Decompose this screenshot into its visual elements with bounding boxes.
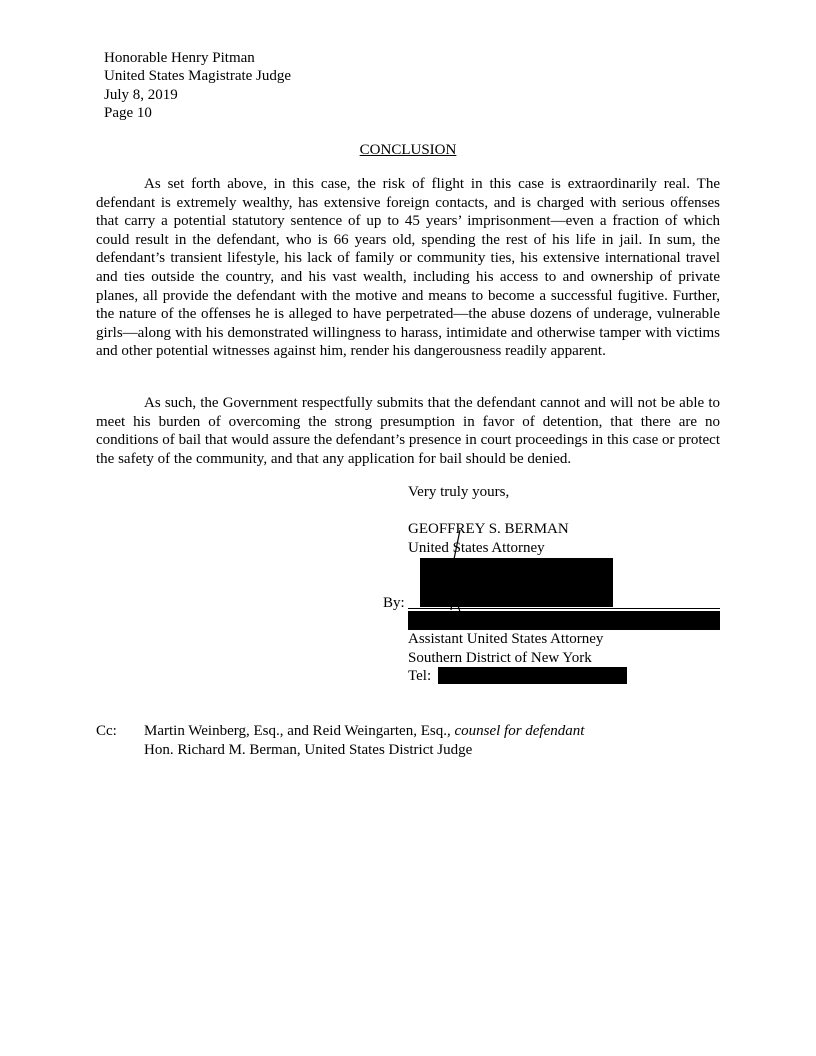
letter-header (104, 49, 291, 123)
signer-title: United States Attorney (408, 540, 545, 556)
telephone-redaction (438, 667, 627, 684)
name-redaction (408, 611, 720, 630)
signer-name: GEOFFREY S. BERMAN (408, 521, 569, 537)
signer-block (408, 520, 569, 558)
cc-list (144, 722, 584, 761)
signature-line (408, 608, 720, 609)
signature-redaction (420, 558, 613, 607)
cc-recipient-1-names: Martin Weinberg, Esq., and Reid Weingarten, Esq., (144, 723, 455, 739)
signer-role: Assistant United States Attorney (408, 631, 604, 647)
by-label: By: (383, 595, 405, 611)
cc-recipient-1 (144, 722, 584, 741)
recipient-name: Honorable Henry Pitman (104, 50, 255, 66)
recipient-title: United States Magistrate Judge (104, 68, 292, 85)
tel-label: Tel: (408, 668, 432, 685)
cc-label: Cc: (96, 723, 117, 739)
closing-salutation: Very truly yours, (408, 484, 510, 500)
conclusion-paragraph-2: As such, the Government respectfully submits that the defendant cannot and will not be able to meet his burden of overcoming the strong presumption in favor of detention, that there are no conditions of bail that would assure the defendant’s presence in court proceedings in this case or protect the safety of the community, and that any application for bail should be denied. (96, 395, 720, 467)
letter-date: July 8, 2019 (104, 86, 178, 103)
signer-office: Southern District of New York (408, 649, 592, 666)
conclusion-paragraph-1: As set forth above, in this case, the risk of flight in this case is extraordinarily real. The defendant is extremely wealthy, has extensive foreign contacts, and is charged with serious offenses that carry a potential statutory sentence of up to 45 years’ imprisonment—even a fraction of which could result in the defendant, who is 66 years old, spending the rest of his life in jail. In sum, the defendant’s transient lifestyle, his lack of family or community ties, his extensive international travel and ties outside the country, and his vast wealth, including his access to and ownership of private planes, all provide the defendant with the motive and means to become a successful fugitive. Further, the nature of the offenses he is alleged to have perpetrated—the abuse dozens of underage, vulnerable girls—along with his demonstrated willingness to harass, intimidate and otherwise tamper with victims and other potential witnesses against him, render his dangerousness readily apparent. (96, 176, 720, 360)
cc-recipient-2: Hon. Richard M. Berman, United States District Judge (144, 742, 473, 759)
page-number: Page 10 (104, 105, 152, 122)
cc-recipient-1-role: counsel for defendant (454, 723, 585, 739)
section-heading-text: CONCLUSION (359, 142, 457, 158)
section-heading (0, 141, 816, 160)
